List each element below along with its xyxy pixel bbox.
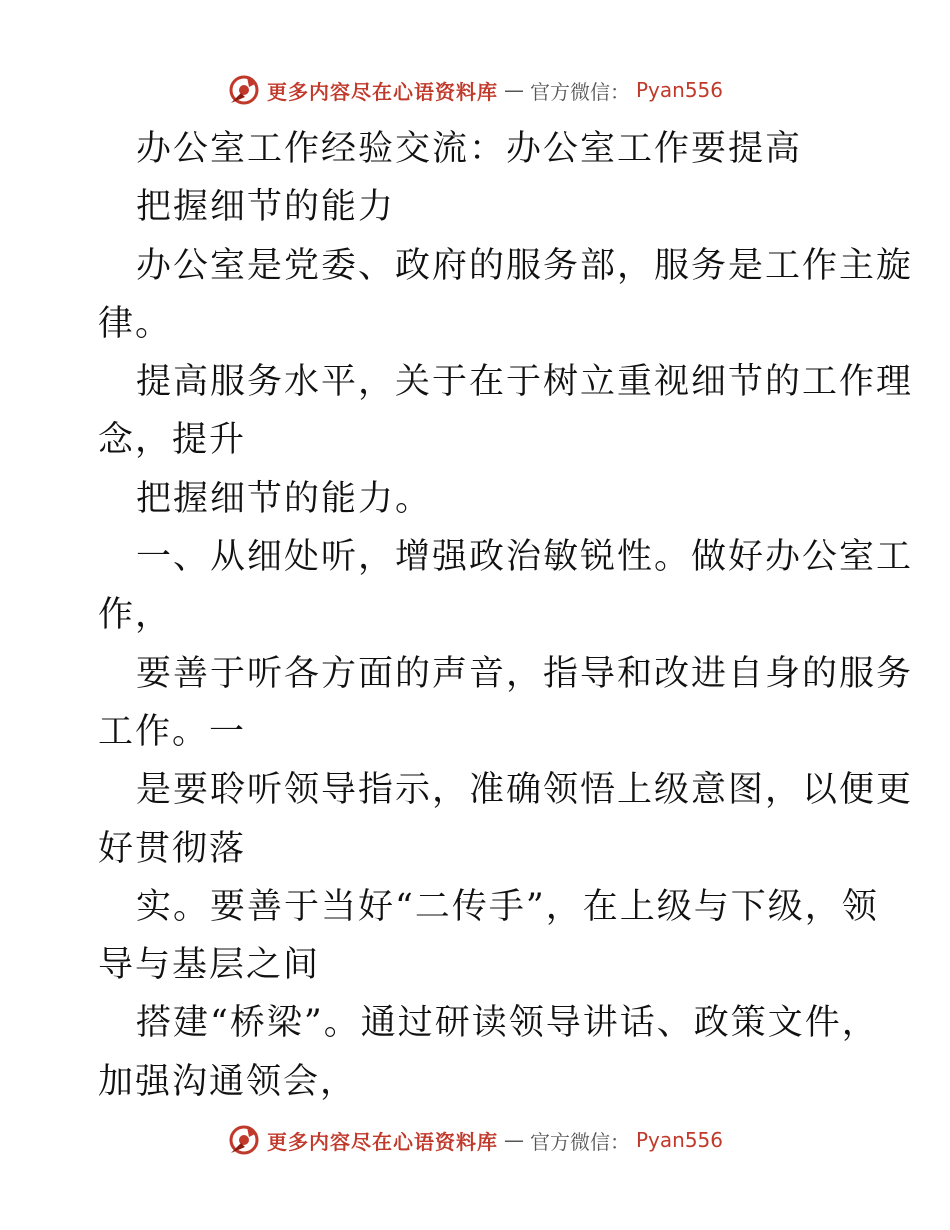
paragraph-line: 念，提升 xyxy=(98,420,247,461)
header-banner xyxy=(0,70,950,110)
paragraph-line: 是要聆听领导指示，准确领悟上级意图，以便更 xyxy=(136,770,914,811)
paragraph-line: 工作。一 xyxy=(98,711,247,752)
pen-logo-icon xyxy=(227,1123,261,1157)
banner-wechat-id: Pyan556 xyxy=(635,1128,723,1152)
paragraph-line: 提高服务水平，关于在于树立重视细节的工作理 xyxy=(136,362,914,403)
document-title-line-2: 把握细节的能力 xyxy=(136,187,396,228)
footer-banner xyxy=(0,1120,950,1160)
paragraph-line: 实。要善于当好“二传手”，在上级与下级，领 xyxy=(136,886,879,927)
paragraph-line: 搭建“桥梁”。通过研读领导讲话、政策文件， xyxy=(136,1003,879,1044)
document-title-line-1: 办公室工作经验交流：办公室工作要提高 xyxy=(136,129,803,169)
paragraph-line: 作， xyxy=(98,595,173,636)
paragraph-line: 好贯彻落 xyxy=(98,828,247,869)
banner-wechat-id: Pyan556 xyxy=(635,78,723,102)
banner-separator: — xyxy=(503,1128,524,1152)
banner-wechat-label: 官方微信： xyxy=(529,79,630,104)
banner-title: 更多内容尽在心语资料库 xyxy=(266,1129,498,1154)
paragraph-line: 把握细节的能力。 xyxy=(136,478,433,519)
paragraph-line: 办公室是党委、政府的服务部，服务是工作主旋 xyxy=(136,245,914,286)
section-heading-line: 一、从细处听，增强政治敏锐性。做好办公室工 xyxy=(136,537,914,578)
paragraph-line: 导与基层之间 xyxy=(98,945,321,986)
pen-logo-icon xyxy=(227,73,261,107)
paragraph-line: 加强沟通领会， xyxy=(98,1061,358,1102)
banner-wechat-label: 官方微信： xyxy=(529,1129,630,1154)
paragraph-line: 律。 xyxy=(98,303,173,344)
banner-title: 更多内容尽在心语资料库 xyxy=(266,79,498,104)
paragraph-line: 要善于听各方面的声音，指导和改进自身的服务 xyxy=(136,653,914,694)
banner-separator: — xyxy=(503,78,524,102)
document-body xyxy=(98,120,914,1111)
